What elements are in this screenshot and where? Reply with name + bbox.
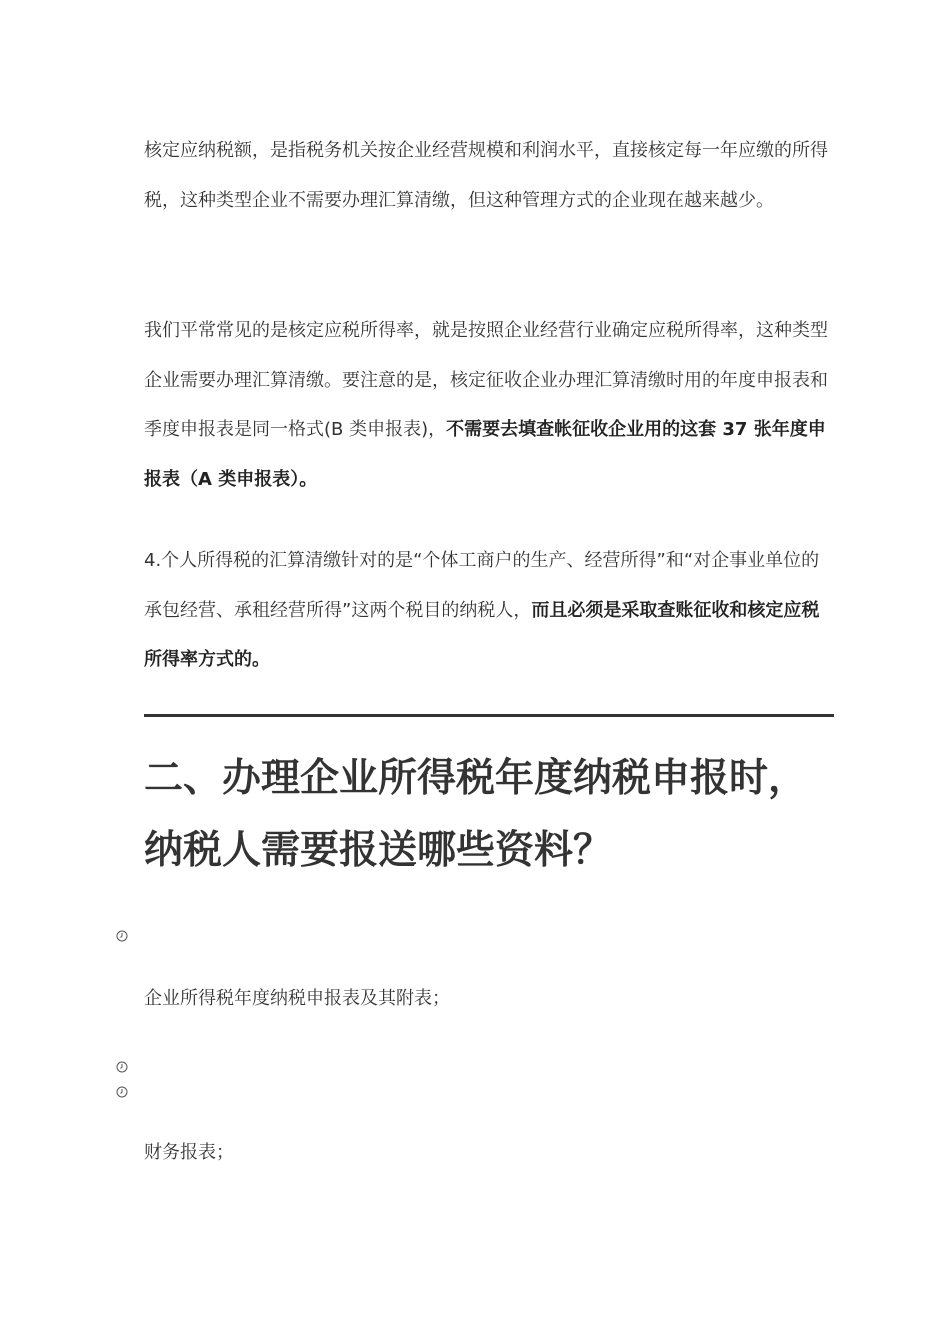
clock-icon [116, 1083, 128, 1095]
paragraph-text: 核定应纳税额，是指税务机关按企业经营规模和利润水平，直接核定每一年应缴的所得税，这种类型企业不需要办理汇算清缴，但这种管理方式的企业现在越来越少。 [144, 140, 828, 211]
paragraph-text: 4.个人所得税的汇算清缴针对的是“个体工商户的生产、经营所得”和“对企事业单位的承包经营、承租经营所得”这两个税目的纳税人， [144, 550, 820, 621]
paragraph-individual-income-tax [144, 536, 834, 685]
clock-icon [116, 927, 128, 939]
list-item: 企业所得税年度纳税申报表及其附表； [144, 988, 450, 1009]
clock-icon [116, 1058, 128, 1070]
section-divider [144, 714, 834, 717]
section-heading: 二、办理企业所得税年度纳税申报时，纳税人需要报送哪些资料？ [144, 756, 808, 873]
paragraph-bold-text: 而且必须是采取查账征收和核定应税所得率方式的。 [144, 599, 820, 670]
list-item: 财务报表； [144, 1142, 234, 1163]
paragraph-text: 我们平常常见的是核定应税所得率，就是按照企业经营行业确定应税所得率，这种类型企业需要办理汇算清缴。要注意的是，核定征收企业办理汇算清缴时用的年度申报表和季度申报表是同一格式(B 类申报表)， [144, 320, 828, 440]
paragraph-approved-taxable-income-rate [144, 306, 834, 504]
paragraph-bold-text: 不需要去填查帐征收企业用的这套 37 张年度申报表（A 类申报表）。 [144, 419, 826, 490]
paragraph-approved-tax-amount [144, 126, 834, 225]
